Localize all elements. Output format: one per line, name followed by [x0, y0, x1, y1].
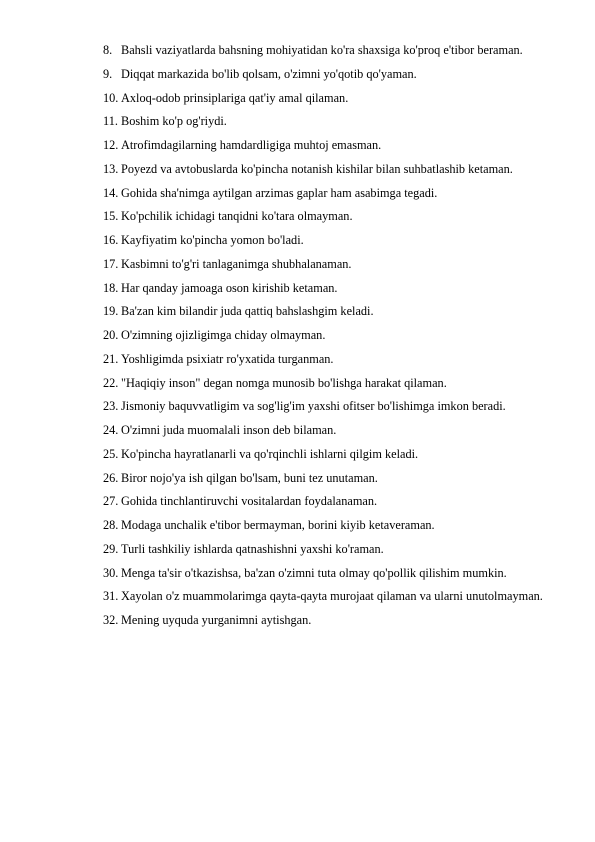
- item-number: 20.: [103, 328, 119, 342]
- list-item: [103, 444, 554, 465]
- item-number: 26.: [103, 470, 119, 485]
- item-text: Yoshligimda psixiatr ro'yxatida turganman.: [121, 351, 334, 366]
- item-text: O'zimning ojizligimga chiday olmayman.: [121, 328, 326, 342]
- list-item: [103, 230, 554, 251]
- item-number: 30.: [103, 565, 119, 580]
- list-item: [103, 539, 554, 560]
- item-number: 18.: [103, 280, 119, 295]
- list-item: [103, 420, 554, 441]
- list-item: [103, 563, 554, 584]
- questionnaire-list: [103, 40, 554, 634]
- item-text: Poyezd va avtobuslarda ko'pincha notanish kishilar bilan suhbatlashib ketaman.: [121, 161, 513, 176]
- list-item: [103, 396, 554, 417]
- item-number: 25.: [103, 446, 119, 461]
- item-text: Kasbimni to'g'ri tanlaganimga shubhalanaman.: [121, 256, 352, 271]
- list-item: [103, 278, 554, 299]
- list-item: [103, 64, 554, 85]
- item-number: 24.: [103, 423, 119, 437]
- list-item: [103, 88, 554, 109]
- item-text: Biror nojo'ya ish qilgan bo'lsam, buni tez unutaman.: [121, 470, 378, 485]
- item-text: Modaga unchalik e'tibor bermayman, borini kiyib ketaveraman.: [121, 518, 435, 532]
- item-text: Bahsli vaziyatlarda bahsning mohiyatidan ko'ra shaxsiga ko'proq e'tibor beraman.: [121, 43, 523, 57]
- item-text: Ba'zan kim bilandir juda qattiq bahslashgim keladi.: [121, 304, 374, 319]
- list-item: [103, 40, 554, 61]
- item-text: Menga ta'sir o'tkazishsa, ba'zan o'zimni tuta olmay qo'pollik qilishim mumkin.: [121, 565, 507, 580]
- item-number: 16.: [103, 233, 119, 247]
- list-item: [103, 515, 554, 536]
- item-number: 15.: [103, 209, 119, 224]
- item-number: 8.: [103, 43, 113, 57]
- item-text: Axloq-odob prinsiplariga qat'iy amal qilaman.: [121, 90, 349, 105]
- item-text: Gohida sha'nimga aytilgan arzimas gaplar ham asabimga tegadi.: [121, 185, 438, 200]
- item-number: 19.: [103, 304, 119, 319]
- list-item: [103, 183, 554, 204]
- list-item: [103, 111, 554, 132]
- list-item: [103, 206, 554, 227]
- item-number: 29.: [103, 541, 119, 556]
- list-item: [103, 325, 554, 346]
- item-text: Mening uyquda yurganimni aytishgan.: [121, 613, 312, 627]
- item-number: 11.: [103, 114, 118, 129]
- item-text: "Haqiqiy inson" degan nomga munosib bo'lishga harakat qilaman.: [121, 375, 447, 390]
- item-text: Xayolan o'z muammolarimga qayta-qayta murojaat qilaman va ularni unutolmayman.: [121, 589, 543, 604]
- item-number: 17.: [103, 256, 119, 271]
- item-text: Jismoniy baquvvatligim va sog'lig'im yaxshi ofitser bo'lishimga imkon beradi.: [121, 399, 506, 414]
- item-number: 12.: [103, 138, 119, 152]
- list-item: [103, 586, 554, 607]
- list-item: [103, 468, 554, 489]
- item-text: Ko'pchilik ichidagi tanqidni ko'tara olmayman.: [121, 209, 353, 224]
- item-text: Atrofimdagilarning hamdardligiga muhtoj emasman.: [121, 138, 382, 152]
- item-text: O'zimni juda muomalali inson deb bilaman.: [121, 423, 337, 437]
- item-text: Gohida tinchlantiruvchi vositalardan foydalanaman.: [121, 494, 378, 509]
- item-text: Diqqat markazida bo'lib qolsam, o'zimni yo'qotib qo'yaman.: [121, 66, 417, 81]
- item-number: 14.: [103, 185, 119, 200]
- list-item: [103, 135, 554, 156]
- item-number: 13.: [103, 161, 119, 176]
- item-text: Ko'pincha hayratlanarli va qo'rqinchli ishlarni qilgim keladi.: [121, 446, 419, 461]
- item-number: 27.: [103, 494, 119, 509]
- list-item: [103, 159, 554, 180]
- list-item: [103, 373, 554, 394]
- item-number: 32.: [103, 613, 119, 627]
- list-item: [103, 301, 554, 322]
- item-number: 10.: [103, 90, 119, 105]
- item-number: 31.: [103, 589, 119, 604]
- item-number: 9.: [103, 66, 113, 81]
- list-item: [103, 349, 554, 370]
- list-item: [103, 254, 554, 275]
- item-number: 28.: [103, 518, 119, 532]
- item-number: 23.: [103, 399, 119, 414]
- item-text: Kayfiyatim ko'pincha yomon bo'ladi.: [121, 233, 304, 247]
- list-item: [103, 610, 554, 631]
- item-number: 21.: [103, 351, 119, 366]
- item-text: Boshim ko'p og'riydi.: [121, 114, 227, 129]
- list-item: [103, 491, 554, 512]
- item-number: 22.: [103, 375, 119, 390]
- item-text: Turli tashkiliy ishlarda qatnashishni yaxshi ko'raman.: [121, 541, 384, 556]
- item-text: Har qanday jamoaga oson kirishib ketaman.: [121, 280, 338, 295]
